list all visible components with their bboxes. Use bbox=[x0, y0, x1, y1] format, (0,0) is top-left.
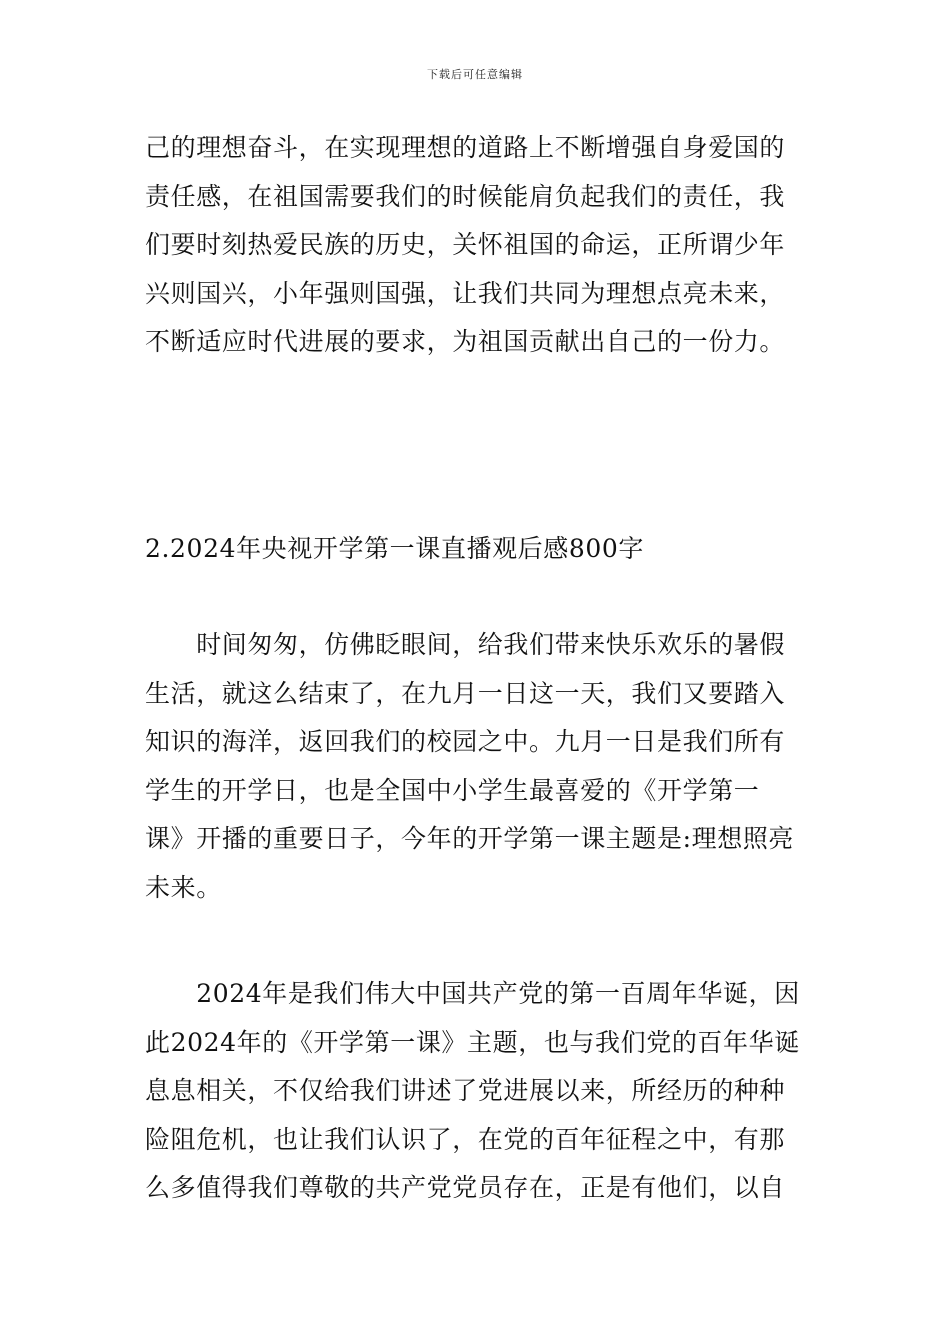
text-line: 生活，就这么结束了，在九月一日这一天，我们又要踏入 bbox=[145, 678, 786, 708]
text-line: 息息相关，不仅给我们讲述了党进展以来，所经历的种种 bbox=[145, 1076, 786, 1105]
text-line: 兴则国兴，小年强则国强，让我们共同为理想点亮未来， bbox=[145, 278, 786, 308]
paragraph-centenary bbox=[145, 970, 807, 1213]
text-line: 时间匆匆，仿佛眨眼间，给我们带来快乐欢乐的暑假 bbox=[145, 630, 786, 659]
text-line: 课》开播的重要日子，今年的开学第一课主题是:理想照亮 bbox=[145, 824, 795, 853]
text-line: 2024年是我们伟大中国共产党的第一百周年华诞，因 bbox=[145, 979, 800, 1008]
text-line: 不断适应时代进展的要求，为祖国贡献出自己的一份力。 bbox=[145, 327, 786, 356]
text-line: 们要时刻热爱民族的历史，关怀祖国的命运，正所谓少年 bbox=[145, 230, 786, 259]
text-line: 险阻危机，也让我们认识了，在党的百年征程之中，有那 bbox=[145, 1124, 786, 1154]
text-line: 知识的海洋，返回我们的校园之中。九月一日是我们所有 bbox=[145, 727, 786, 756]
text-line: 未来。 bbox=[145, 872, 222, 902]
paragraph-intro bbox=[145, 621, 807, 912]
text-line: 么多值得我们尊敬的共产党党员存在，正是有他们，以自 bbox=[145, 1173, 786, 1202]
text-line: 己的理想奋斗，在实现理想的道路上不断增强自身爱国的 bbox=[145, 133, 786, 162]
text-line: 此2024年的《开学第一课》主题，也与我们党的百年华诞 bbox=[145, 1027, 800, 1057]
text-line: 责任感，在祖国需要我们的时候能肩负起我们的责任，我 bbox=[145, 181, 786, 211]
section-heading-text: 2.2024年央视开学第一课直播观后感800字 bbox=[145, 534, 644, 563]
paragraph-continuation bbox=[145, 124, 807, 367]
section-heading bbox=[145, 525, 807, 574]
text-line: 学生的开学日，也是全国中小学生最喜爱的《开学第一 bbox=[145, 775, 760, 805]
header-note: 下载后可任意编辑 bbox=[427, 68, 523, 81]
